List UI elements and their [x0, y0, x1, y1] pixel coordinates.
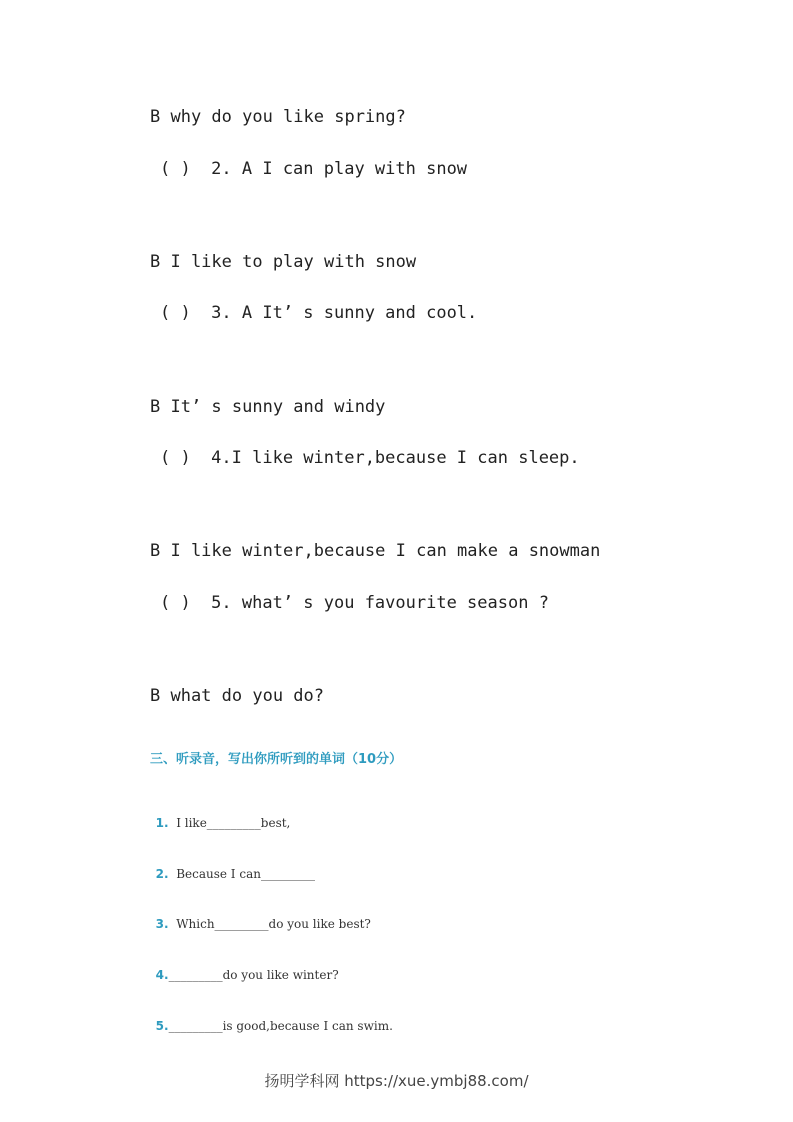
question-4: ( ) 4.I like winter,because I can sleep. — [160, 448, 580, 468]
line-b-what-do: B what do you do? — [150, 686, 324, 706]
question-5: ( ) 5. what’ s you favourite season ? — [160, 593, 549, 613]
item-text: _________do you like winter? — [168, 968, 339, 982]
footer-watermark: 扬明学科网 https://xue.ymbj88.com/ — [264, 1072, 529, 1090]
line-b-snow: B I like to play with snow — [150, 252, 417, 272]
fill-item-2 — [148, 853, 315, 881]
item-number: 4. — [155, 968, 169, 982]
fill-item-5 — [148, 1005, 393, 1033]
question-3: ( ) 3. A It’ s sunny and cool. — [160, 303, 478, 323]
item-number: 2. — [155, 867, 169, 881]
item-text: Because I can_________ — [168, 867, 315, 881]
item-text: _________is good,because I can swim. — [168, 1019, 393, 1033]
item-text: I like_________best, — [168, 816, 291, 830]
fill-item-4 — [148, 954, 339, 982]
fill-item-3 — [148, 903, 371, 931]
item-number: 3. — [155, 917, 169, 931]
line-b-snowman: B I like winter,because I can make a snowman — [150, 541, 601, 561]
item-number: 5. — [155, 1019, 169, 1033]
line-b-windy: B It’ s sunny and windy — [150, 397, 386, 417]
item-text: Which_________do you like best? — [168, 917, 371, 931]
section-title: 三、听录音，写出你所听到的单词（10分） — [150, 752, 403, 767]
question-2: ( ) 2. A I can play with snow — [160, 159, 468, 179]
item-number: 1. — [155, 816, 169, 830]
line-b-spring: B why do you like spring? — [150, 107, 406, 127]
fill-item-1 — [148, 802, 290, 830]
